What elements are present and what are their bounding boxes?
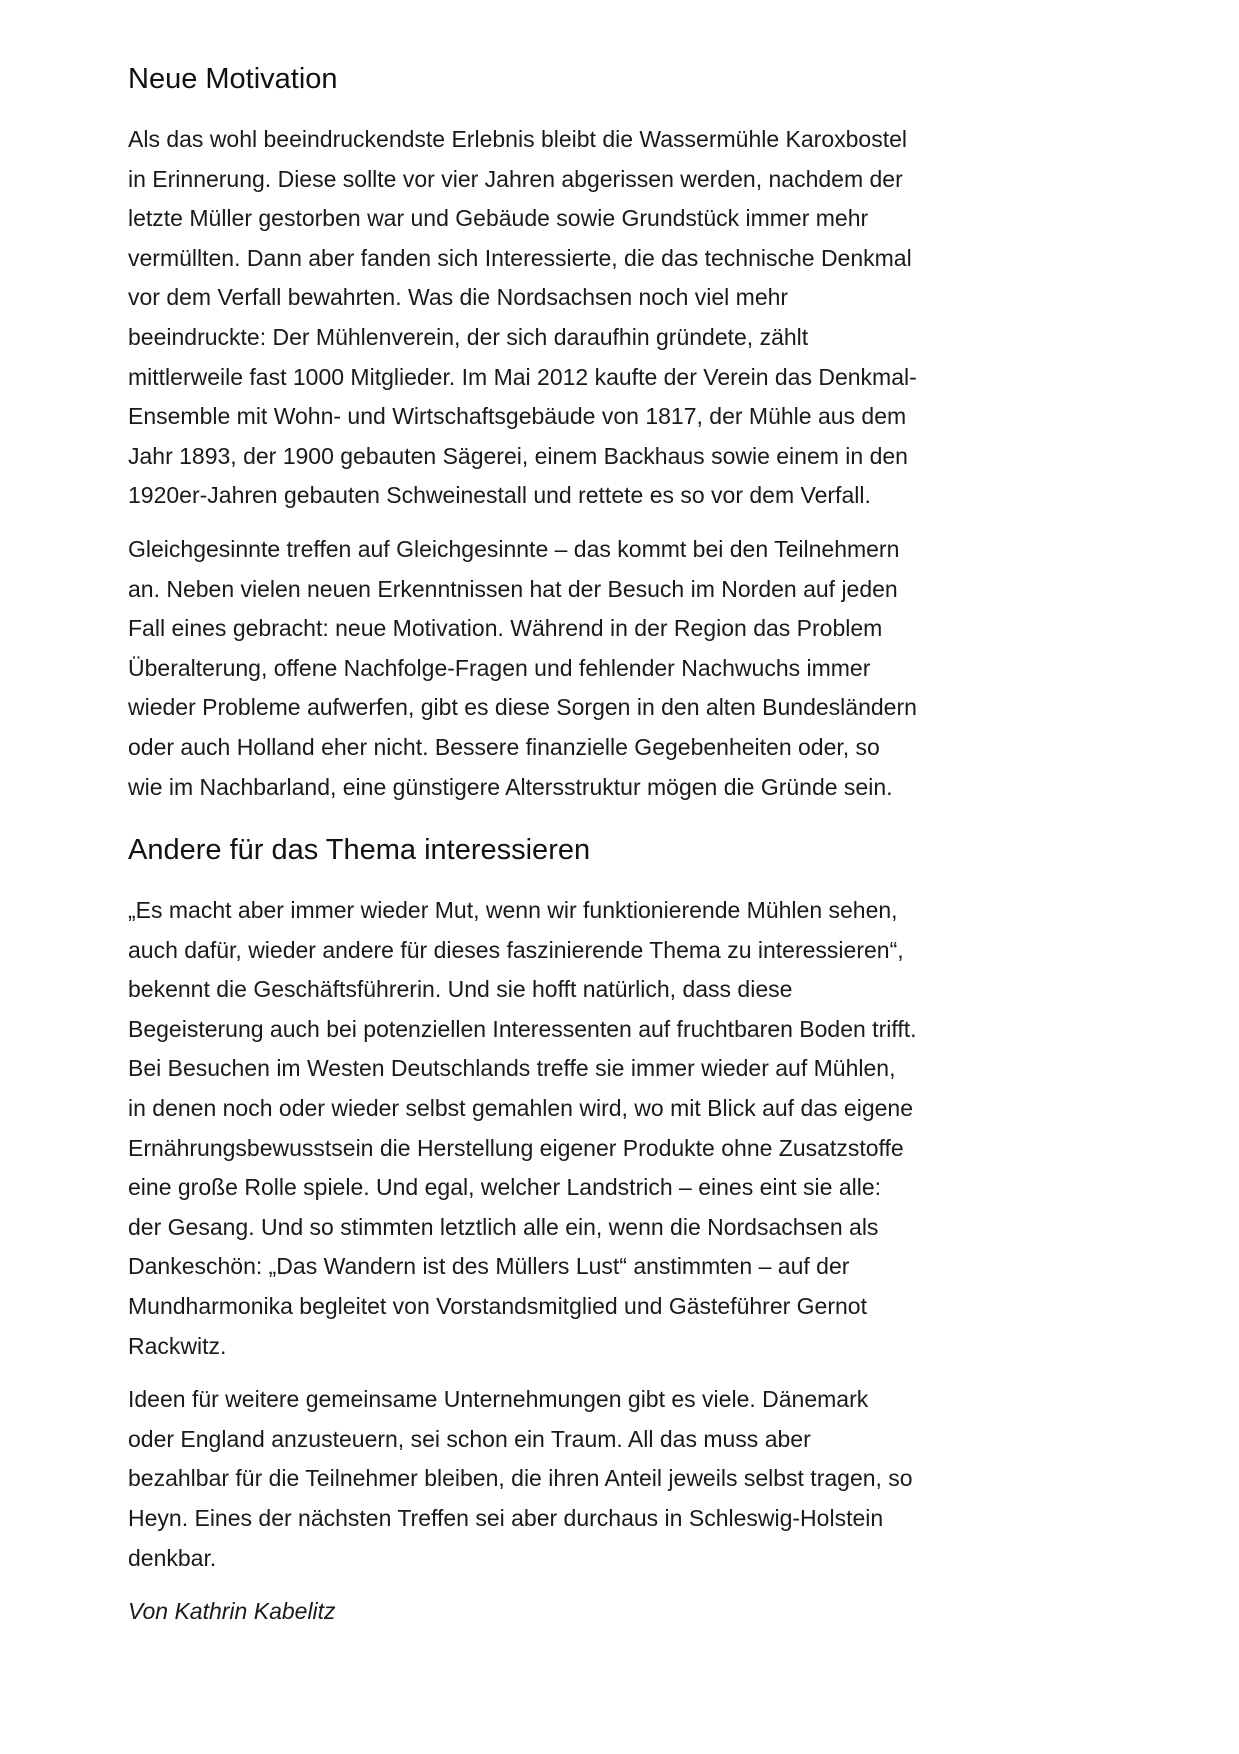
text-line: Mundharmonika begleitet von Vorstandsmitglied und Gästeführer Gernot: [128, 1293, 867, 1320]
text-line: „Es macht aber immer wieder Mut, wenn wir funktionierende Mühlen sehen,: [128, 897, 898, 924]
text-line: Gleichgesinnte treffen auf Gleichgesinnte – das kommt bei den Teilnehmern: [128, 535, 900, 562]
text-line: Ideen für weitere gemeinsame Unternehmungen gibt es viele. Dänemark: [128, 1386, 869, 1413]
article-paragraph: [128, 120, 1088, 516]
section-heading: Andere für das Thema interessieren: [128, 834, 591, 867]
text-line: letzte Müller gestorben war und Gebäude sowie Grundstück immer mehr: [128, 205, 869, 232]
text-line: oder auch Holland eher nicht. Bessere finanzielle Gegebenheiten oder, so: [128, 733, 880, 760]
text-line: Ensemble mit Wohn- und Wirtschaftsgebäude von 1817, der Mühle aus dem: [128, 403, 907, 430]
article-paragraph: [128, 891, 1088, 1366]
text-line: Jahr 1893, der 1900 gebauten Sägerei, einem Backhaus sowie einem in den: [128, 442, 908, 469]
text-line: beeindruckte: Der Mühlenverein, der sich daraufhin gründete, zählt: [128, 323, 809, 350]
section-heading: Neue Motivation: [128, 63, 338, 95]
text-line: 1920er-Jahren gebauten Schweinestall und rettete es so vor dem Verfall.: [128, 482, 871, 509]
text-line: Heyn. Eines der nächsten Treffen sei aber durchaus in Schleswig-Holstein: [128, 1505, 884, 1531]
text-line: Begeisterung auch bei potenziellen Interessenten auf fruchtbaren Boden trifft.: [128, 1015, 917, 1042]
article-paragraph: [128, 530, 1088, 807]
text-line: in denen noch oder wieder selbst gemahlen wird, wo mit Blick auf das eigene: [128, 1095, 913, 1122]
text-line: Ernährungsbewusstsein die Herstellung eigener Produkte ohne Zusatzstoffe: [128, 1134, 904, 1161]
text-line: bekennt die Geschäftsführerin. Und sie hofft natürlich, dass diese: [128, 976, 793, 1003]
text-line: bezahlbar für die Teilnehmer bleiben, die ihren Anteil jeweils selbst tragen, so: [128, 1465, 913, 1492]
text-line: auch dafür, wieder andere für dieses faszinierende Thema zu interessieren“,: [128, 936, 904, 963]
text-line: mittlerweile fast 1000 Mitglieder. Im Mai 2012 kaufte der Verein das Denkmal-: [128, 363, 917, 390]
author-byline: Von Kathrin Kabelitz: [128, 1598, 336, 1625]
text-line: wie im Nachbarland, eine günstigere Altersstruktur mögen die Gründe sein.: [128, 773, 893, 800]
text-line: eine große Rolle spiele. Und egal, welcher Landstrich – eines eint sie alle:: [128, 1174, 882, 1201]
text-line: in Erinnerung. Diese sollte vor vier Jahren abgerissen werden, nachdem der: [128, 165, 903, 192]
text-line: der Gesang. Und so stimmten letztlich alle ein, wenn die Nordsachsen als: [128, 1213, 879, 1240]
text-line: Überalterung, offene Nachfolge-Fragen und fehlender Nachwuchs immer: [128, 654, 871, 681]
text-line: Als das wohl beeindruckendste Erlebnis bleibt die Wassermühle Karoxbostel: [128, 126, 908, 152]
text-line: oder England anzusteuern, sei schon ein Traum. All das muss aber: [128, 1425, 811, 1452]
text-line: Dankeschön: „Das Wandern ist des Müllers Lust“ anstimmten – auf der: [128, 1253, 850, 1280]
text-line: Fall eines gebracht: neue Motivation. Während in der Region das Problem: [128, 615, 883, 642]
text-line: vor dem Verfall bewahrten. Was die Nordsachsen noch viel mehr: [128, 284, 789, 311]
article-paragraph: [128, 1380, 1088, 1578]
text-line: denkbar.: [128, 1544, 217, 1571]
text-line: vermüllten. Dann aber fanden sich Interessierte, die das technische Denkmal: [128, 244, 912, 271]
text-line: Bei Besuchen im Westen Deutschlands treffe sie immer wieder auf Mühlen,: [128, 1055, 896, 1082]
text-line: wieder Probleme aufwerfen, gibt es diese Sorgen in den alten Bundesländern: [128, 694, 917, 721]
text-line: Rackwitz.: [128, 1332, 227, 1359]
article: [128, 56, 1088, 1632]
text-line: an. Neben vielen neuen Erkenntnissen hat der Besuch im Norden auf jeden: [128, 575, 898, 602]
